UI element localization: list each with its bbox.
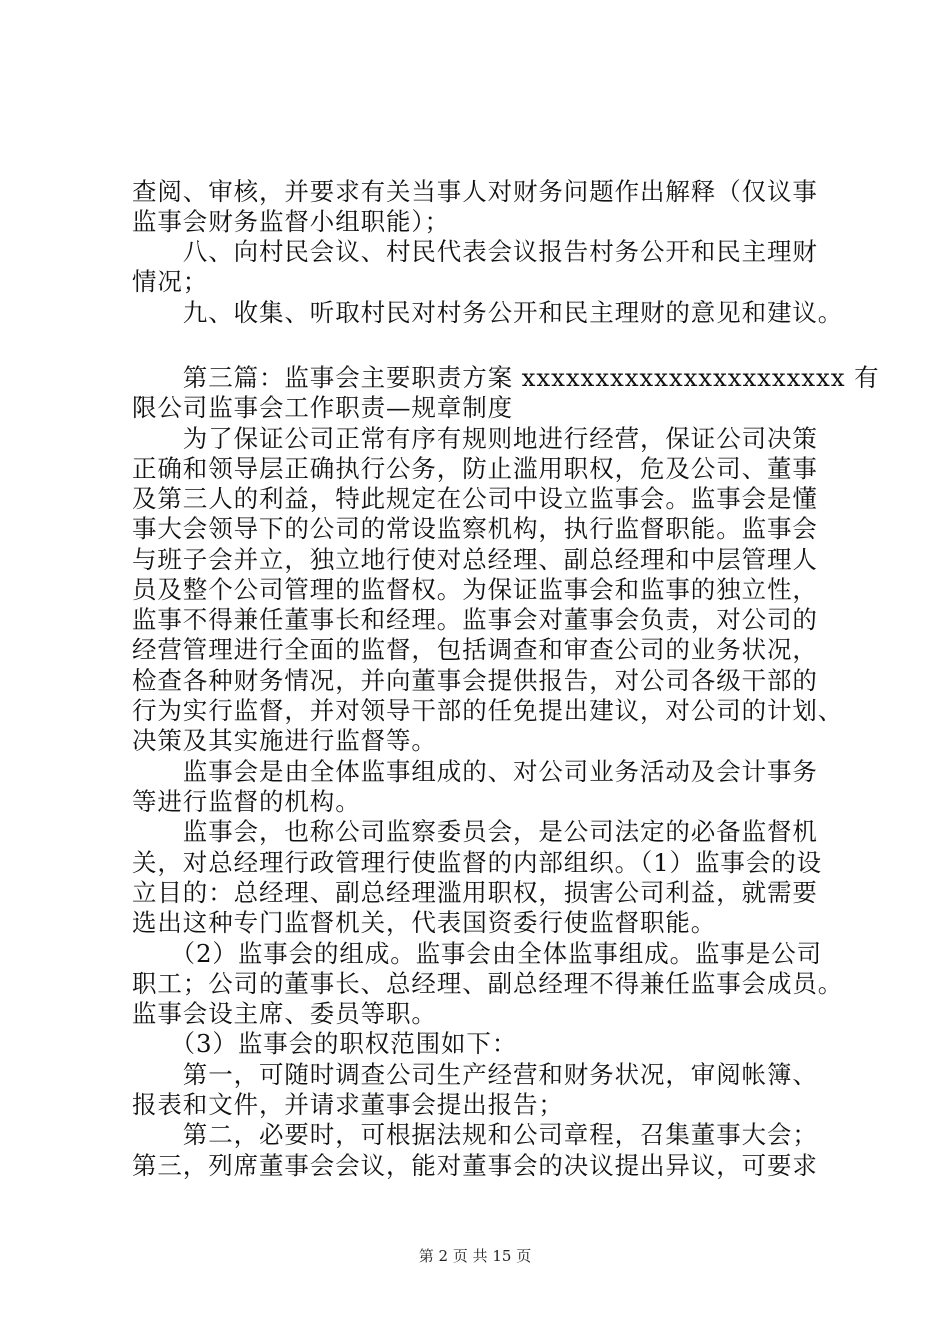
text-line: 职工；公司的董事长、总经理、副总经理不得兼任监事会成员。 <box>132 969 844 998</box>
section-heading-line: 限公司监事会工作职责—规章制度 <box>132 393 513 422</box>
text-line: 正确和领导层正确执行公务，防止滥用职权，危及公司、董事 <box>132 454 818 483</box>
text-line: 为了保证公司正常有序有规则地进行经营，保证公司决策 <box>132 424 818 453</box>
text-line: 检查各种财务情况，并向董事会提供报告，对公司各级干部的 <box>132 666 818 695</box>
text-line: 九、收集、听取村民对村务公开和民主理财的意见和建议。 <box>132 298 844 327</box>
text-line: 第二，必要时，可根据法规和公司章程，召集董事大会； <box>132 1120 818 1149</box>
text-line: 决策及其实施进行监督等。 <box>132 726 437 755</box>
section-heading-line: 第三篇：监事会主要职责方案 xxxxxxxxxxxxxxxxxxxxxx 有 <box>132 363 880 392</box>
text-line: 查阅、审核，并要求有关当事人对财务问题作出解释（仅议事 <box>132 177 818 206</box>
text-line: 行为实行监督，并对领导干部的任免提出建议，对公司的计划、 <box>132 696 844 725</box>
text-line: 经营管理进行全面的监督，包括调查和审查公司的业务状况， <box>132 635 818 664</box>
text-line: 员及整个公司管理的监督权。为保证监事会和监事的独立性， <box>132 575 818 604</box>
text-line: 监事会设主席、委员等职。 <box>132 999 437 1028</box>
text-line: （2）监事会的组成。监事会由全体监事组成。监事是公司 <box>132 939 823 968</box>
text-line: 情况； <box>132 267 209 296</box>
text-line: 选出这种专门监督机关，代表国资委行使监督职能。 <box>132 908 717 937</box>
text-line: 监事会财务监督小组职能）； <box>132 207 450 236</box>
text-line: 监事会，也称公司监察委员会，是公司法定的必备监督机 <box>132 817 818 846</box>
text-line: 监事不得兼任董事长和经理。监事会对董事会负责，对公司的 <box>132 605 818 634</box>
text-line: 与班子会并立，独立地行使对总经理、副总经理和中层管理人 <box>132 545 818 574</box>
text-line: 第一，可随时调查公司生产经营和财务状况，审阅帐簿、 <box>132 1060 818 1089</box>
text-line: 关，对总经理行政管理行使监督的内部组织。（1）监事会的设 <box>132 848 823 877</box>
text-line: （3）监事会的职权范围如下： <box>132 1029 518 1058</box>
text-line: 八、向村民会议、村民代表会议报告村务公开和民主理财 <box>132 237 818 266</box>
text-line: 及第三人的利益，特此规定在公司中设立监事会。监事会是懂 <box>132 484 818 513</box>
text-line: 报表和文件，并请求董事会提出报告； <box>132 1090 564 1119</box>
text-line: 事大会领导下的公司的常设监察机构，执行监督职能。监事会 <box>132 514 818 543</box>
page-number-footer: 第 2 页 共 15 页 <box>418 1247 532 1265</box>
text-line: 监事会是由全体监事组成的、对公司业务活动及会计事务 <box>132 757 818 786</box>
text-line: 第三，列席董事会会议，能对董事会的决议提出异议，可要求 <box>132 1151 818 1180</box>
text-line: 立目的：总经理、副总经理滥用职权，损害公司利益，就需要 <box>132 878 818 907</box>
text-line: 等进行监督的机构。 <box>132 787 361 816</box>
